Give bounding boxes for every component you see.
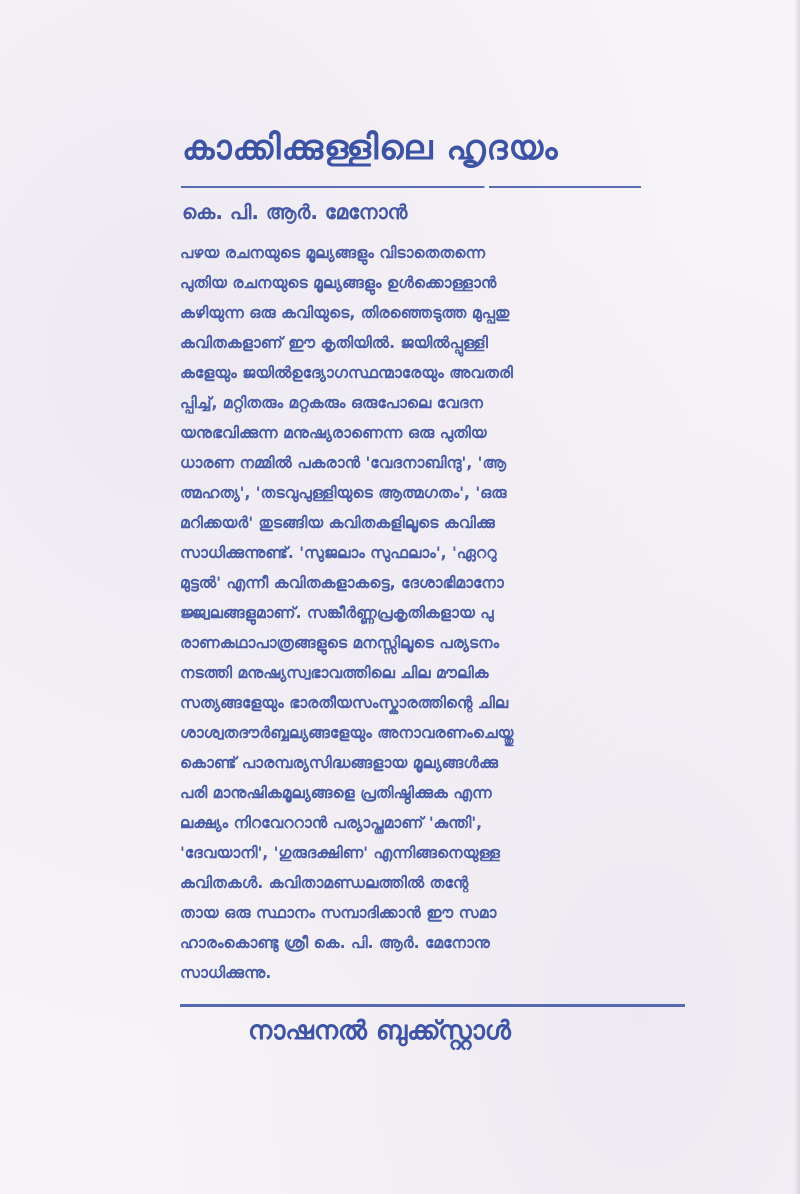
blurb-line: രാണകഥാപാത്രങ്ങളുടെ മനസ്സിലൂടെ പര്യടനം bbox=[180, 634, 500, 652]
blurb-line: മറിക്കയർ' തുടങ്ങിയ കവിതകളിലൂടെ കവിക്കു bbox=[180, 514, 495, 532]
page-edge-shadow bbox=[794, 0, 800, 1194]
blurb-line: യനുഭവിക്കുന്ന മനുഷ്യരാണെന്ന ഒരു പുതിയ bbox=[180, 424, 487, 442]
blurb-line: നടത്തി മനുഷ്യസ്വഭാവത്തിലെ ചില മൗലിക bbox=[180, 664, 489, 682]
blurb-line: കവിതകളാണ് ഈ കൃതിയിൽ. ജയിൽപ്പുള്ളി bbox=[180, 334, 488, 352]
blurb-line: ലക്ഷ്യം നിറവേററാൻ പര്യാപ്തമാണ് 'കുന്തി', bbox=[180, 814, 483, 832]
blurb-line: സാധിക്കുന്നുണ്ട്. 'സുജലാം സുഫലാം', 'ഏററു bbox=[180, 544, 497, 562]
blurb-line: ശാശ്വതദൗർബ്ബല്യങ്ങളേയും അനാവരണംചെയ്തു bbox=[180, 724, 514, 742]
publisher-name: നാഷനൽ ബുക്ക്സ്റ്റാൾ bbox=[248, 1016, 511, 1046]
blurb-line: പരി മാനുഷികമൂല്യങ്ങളെ പ്രതിഷ്ഠിക്കുക എന്ന bbox=[180, 784, 492, 802]
title-divider bbox=[181, 186, 641, 188]
blurb-line: ഹാരംകൊണ്ടു ശ്രീ കെ. പി. ആർ. മേനോനു bbox=[180, 934, 490, 952]
blurb-line: കളേയും ജയിൽഉദ്യോഗസ്ഥന്മാരേയും അവതരി bbox=[180, 364, 513, 382]
blurb-line: സാധിക്കുന്നു. bbox=[180, 964, 272, 982]
blurb-line: 'ദേവയാനി', 'ഗുരുദക്ഷിണ' എന്നിങ്ങനെയുള്ള bbox=[180, 844, 501, 862]
book-title: കാക്കിക്കുള്ളിലെ ഹൃദയം bbox=[182, 128, 559, 168]
blurb-line: പുതിയ രചനയുടെ മൂല്യങ്ങളും ഉൾക്കൊള്ളാൻ bbox=[180, 274, 497, 292]
blurb-line: കഴിയുന്ന ഒരു കവിയുടെ, തിരഞ്ഞെടുത്ത മുപ്പതു bbox=[180, 304, 510, 322]
blurb-paragraph bbox=[180, 238, 664, 988]
blurb-line: സത്യങ്ങളേയും ഭാരതീയസംസ്കാരത്തിന്റെ ചില bbox=[180, 694, 509, 712]
blurb-line: പഴയ രചനയുടെ മൂല്യങ്ങളും വിടാതെതന്നെ bbox=[180, 244, 486, 262]
publisher-divider bbox=[180, 1004, 685, 1007]
blurb-line: ധാരണ നമ്മിൽ പകരാൻ 'വേദനാബിന്ദു', 'ആ bbox=[180, 454, 507, 472]
blurb-line: ത്മഹത്യ', 'തടവുപുള്ളിയുടെ ആത്മഗതം', 'ഒരു bbox=[180, 484, 507, 502]
blurb-line: മുട്ടൽ' എന്നീ കവിതകളാകട്ടെ, ദേശാഭിമാനോ bbox=[180, 574, 504, 592]
author-name: കെ. പി. ആർ. മേനോൻ bbox=[182, 200, 408, 224]
blurb-line: ജ്ജ്വലങ്ങളുമാണ്. സങ്കീർണ്ണപ്രകൃതികളായ പു bbox=[180, 604, 494, 622]
blurb-line: തായ ഒരു സ്ഥാനം സമ്പാദിക്കാൻ ഈ സമാ bbox=[180, 904, 497, 922]
blurb-line: പ്പിച്ച്, മറ്റിതരും മറ്റകരും ഒരുപോലെ വേദന bbox=[180, 394, 483, 412]
blurb-line: കവിതകൾ. കവിതാമണ്ഡലത്തിൽ തന്റേ bbox=[180, 874, 469, 892]
blurb-line: കൊണ്ട് പാരമ്പര്യസിദ്ധങ്ങളായ മൂല്യങ്ങൾക്കു bbox=[180, 754, 499, 772]
